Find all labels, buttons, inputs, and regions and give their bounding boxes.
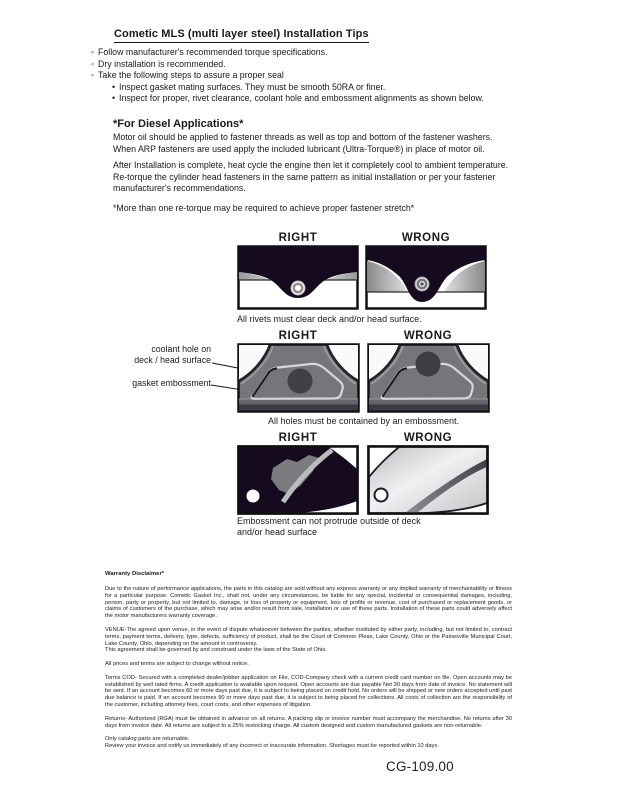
diesel-heading: *For Diesel Applications* bbox=[113, 118, 244, 130]
tip-text: Dry installation is recommended. bbox=[98, 58, 226, 69]
deck-strip-dark bbox=[369, 405, 488, 411]
diagram-row3-wrong-panel bbox=[367, 445, 489, 515]
disclaimer-paragraph: VENUE-The agreed upon venue, in the event of dispute whatsoever between the parties, whether instituted by either party, including, but not limited to, contract terms, payment terms, delivery, type, defects, sufficiency of product, shall be the Court of Common Pleas, Lake County, Ohio or the Painesville Municipal Court, Lake County, Ohio, depending on the amount in controversy. bbox=[105, 626, 512, 647]
row3-wrong-header: WRONG bbox=[403, 432, 453, 444]
row1-right-header: RIGHT bbox=[278, 232, 318, 244]
diesel-paragraph-1: Motor oil should be applied to fastener threads as well as top and bottom of the fastener washers. When ARP fasteners are used apply the included lubricant (Ultra-Torque®) in place of motor oil. bbox=[113, 132, 493, 154]
coolant-hole-label-line2: deck / head surface bbox=[134, 354, 211, 365]
disclaimer-paragraph: All prices and terms are subject to change without notice. bbox=[105, 661, 249, 668]
bolt-hole bbox=[247, 490, 260, 503]
deck-strip-dark bbox=[239, 405, 358, 411]
bolt-hole bbox=[375, 489, 388, 502]
diesel-paragraph-2: After Installation is complete, heat cycle the engine then let it completely cool to ambient temperature. Re-torque the cylinder head fasteners in the same pattern as initial installation or per your fastener manufacturer's recommendations. bbox=[113, 160, 509, 194]
coolant-hole bbox=[288, 369, 313, 394]
list-item bbox=[91, 70, 521, 82]
diagram-row3-right-panel bbox=[237, 445, 359, 515]
open-bullet-icon: ◦ bbox=[91, 58, 95, 69]
list-item bbox=[91, 59, 521, 71]
diagram-row1-right-panel bbox=[237, 245, 359, 310]
disclaimer-paragraph: This agreement shall be governed by and construed under the laws of the State of Ohio. bbox=[105, 647, 327, 654]
tip-text: Follow manufacturer's recommended torque specifications. bbox=[98, 47, 328, 57]
page-title: Cometic MLS (multi layer steel) Installation Tips bbox=[114, 28, 369, 43]
filled-bullet-icon: • bbox=[112, 81, 116, 92]
coolant-hole-label bbox=[98, 344, 211, 365]
list-item bbox=[112, 93, 521, 105]
disclaimer-paragraph: Returns- Authorized (RGA) must be obtained in advance on all returns. A packing slip or invoice number must accompany the merchandise. No returns after 30 days from invoice date. All returns are subject to a 25% restocking charge. All custom designed and custom manufactured gaskets are non-returnable. bbox=[105, 715, 512, 729]
row3-caption: Embossment can not protrude outside of deck and/or head surface bbox=[237, 516, 421, 537]
row1-caption: All rivets must clear deck and/or head surface. bbox=[237, 314, 422, 324]
disclaimer-paragraph: Terms COD- Secured with a completed dealer/jobber application on File, COD-Company check with a current credit card number on file. Open accounts may be established by well rated firms. A credit application is available upon request. Open accounts are due payable Net 30 days from date of invoice. No statement will be sent. If an account becomes 60 or more days past due, it is subject to being placed on credit hold. No orders will be shipped or new orders accepted until past due balance is paid. If an account becomes 90 or more days past due, it is subject to being placed for collections. All costs of collection are the responsibility of the customer, including attorney fees, court costs, and other expenses of litigation. bbox=[105, 674, 512, 709]
tip-text: Inspect for proper, rivet clearance, coolant hole and embossment alignments as shown below. bbox=[119, 93, 484, 104]
page-code: CG-109.00 bbox=[386, 759, 454, 774]
gasket-embossment-label: gasket embossment bbox=[132, 378, 211, 388]
coolant-hole bbox=[416, 352, 441, 377]
deck-strip bbox=[369, 400, 488, 405]
row2-caption: All holes must be contained by an embossment. bbox=[267, 416, 460, 426]
disclaimer-paragraph: Due to the nature of performance applications, the parts in this catalog are sold without any express warranty or any implied warranty of merchantability or fitness for a particular purpose. Cometic Gasket Inc., shall not, under any circumstances, be liable for any special, incidental or consequential damages, including, person, party or property, but not limited to, damage, or loss of property or equipment, loss of profits or revenue, cost of purchased or replacement goods, or claims of customers of the purchase, which may arise and/or result from sale, installation or use of these parts. Installation of these parts could adversely affect the motor manufacturers warranty coverage. bbox=[105, 585, 512, 620]
list-item bbox=[91, 47, 521, 59]
rivet-icon bbox=[415, 277, 429, 291]
tips-list bbox=[91, 47, 521, 105]
diagram-row2-wrong-panel bbox=[367, 343, 490, 413]
tip-text: Inspect gasket mating surfaces. They must be smooth 50RA or finer. bbox=[119, 81, 386, 92]
row2-wrong-header: WRONG bbox=[403, 330, 453, 342]
coolant-hole-label-line1: coolant hole on bbox=[151, 344, 211, 354]
warranty-disclaimer bbox=[105, 571, 512, 757]
diagram-row1-wrong-panel bbox=[365, 245, 487, 310]
list-item bbox=[112, 82, 521, 94]
row1-wrong-header: WRONG bbox=[401, 232, 451, 244]
filled-bullet-icon: • bbox=[112, 93, 116, 104]
retorque-note: *More than one re-torque may be required to achieve proper fastener stretch* bbox=[113, 203, 415, 213]
row3-right-header: RIGHT bbox=[278, 432, 318, 444]
disclaimer-paragraph: Only catalog parts are returnable. bbox=[105, 736, 190, 743]
rivet-icon bbox=[291, 281, 305, 295]
disclaimer-paragraph: Review your invoice and notify us immediately of any incorrect or inaccurate information. Shortages must be reported within 10 days. bbox=[105, 743, 439, 750]
open-bullet-icon: ◦ bbox=[91, 47, 95, 57]
deck-strip bbox=[239, 400, 358, 405]
diagram-row2-right-panel bbox=[237, 343, 360, 413]
tip-text: Take the following steps to assure a proper seal bbox=[98, 70, 284, 81]
row2-right-header: RIGHT bbox=[278, 330, 318, 342]
open-bullet-icon: ◦ bbox=[91, 70, 95, 81]
disclaimer-heading: Warranty Disclaimer* bbox=[105, 571, 165, 577]
